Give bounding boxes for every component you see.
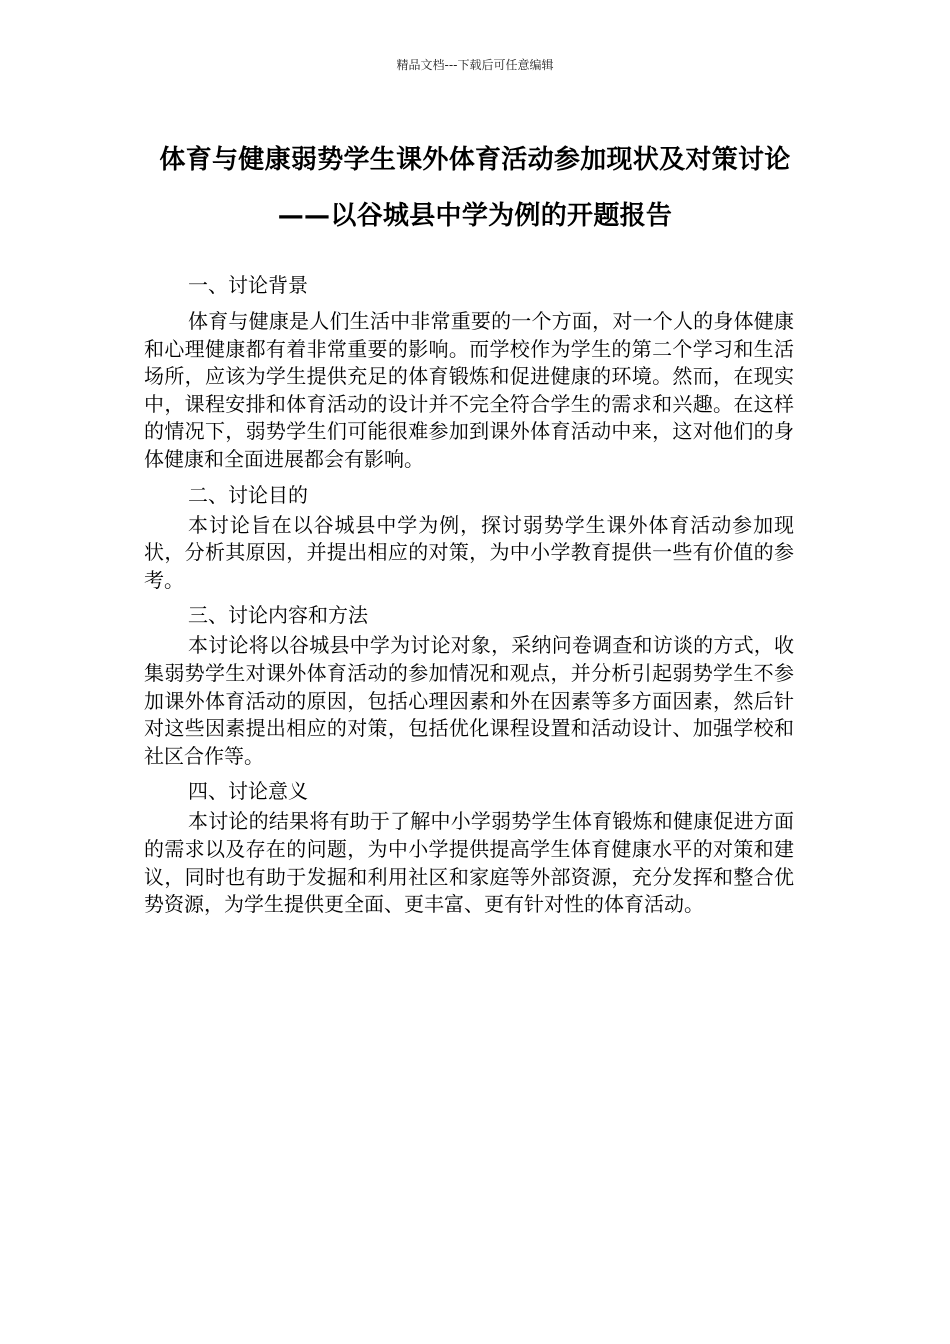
section-heading: 二、讨论目的 — [188, 482, 308, 507]
section-purpose — [144, 478, 794, 595]
document-title: 体育与健康弱势学生课外体育活动参加现状及对策讨论——以谷城县中学为例的开题报告 — [159, 145, 791, 231]
section-paragraph: 本讨论的结果将有助于了解中小学弱势学生体育锻炼和健康促进方面的需求以及存在的问题，为中小学提供提高学生体育健康水平的对策和建议，同时也有助于发掘和利用社区和家庭等外部资源，充分发挥和整合优势资源，为学生提供更全面、更丰富、更有针对性的体育活动。 — [144, 809, 794, 917]
section-heading: 三、讨论内容和方法 — [188, 603, 368, 628]
section-paragraph: 体育与健康是人们生活中非常重要的一个方面，对一个人的身体健康和心理健康都有着非常重要的影响。而学校作为学生的第二个学习和生活场所，应该为学生提供充足的体育锻炼和促进健康的环境。然而，在现实中，课程安排和体育活动的设计并不完全符合学生的需求和兴趣。在这样的情况下，弱势学生们可能很难参加到课外体育活动中来，这对他们的身体健康和全面进展都会有影响。 — [144, 309, 794, 471]
section-heading: 四、讨论意义 — [188, 779, 308, 804]
section-paragraph: 本讨论旨在以谷城县中学为例，探讨弱势学生课外体育活动参加现状，分析其原因，并提出相应的对策，为中小学教育提供一些有价值的参考。 — [144, 512, 794, 592]
section-heading: 一、讨论背景 — [188, 273, 308, 297]
section-paragraph: 本讨论将以谷城县中学为讨论对象，采纳问卷调查和访谈的方式，收集弱势学生对课外体育活动的参加情况和观点，并分析引起弱势学生不参加课外体育活动的原因，包括心理因素和外在因素等多方面因素，然后针对这些因素提出相应的对策，包括优化课程设置和活动设计、加强学校和社区合作等。 — [144, 633, 794, 768]
section-content-methods — [144, 598, 794, 770]
section-significance — [144, 774, 794, 918]
document-body — [144, 268, 794, 923]
section-background — [144, 268, 794, 474]
page-header-note: 精品文档---下载后可任意编辑 — [396, 58, 554, 72]
